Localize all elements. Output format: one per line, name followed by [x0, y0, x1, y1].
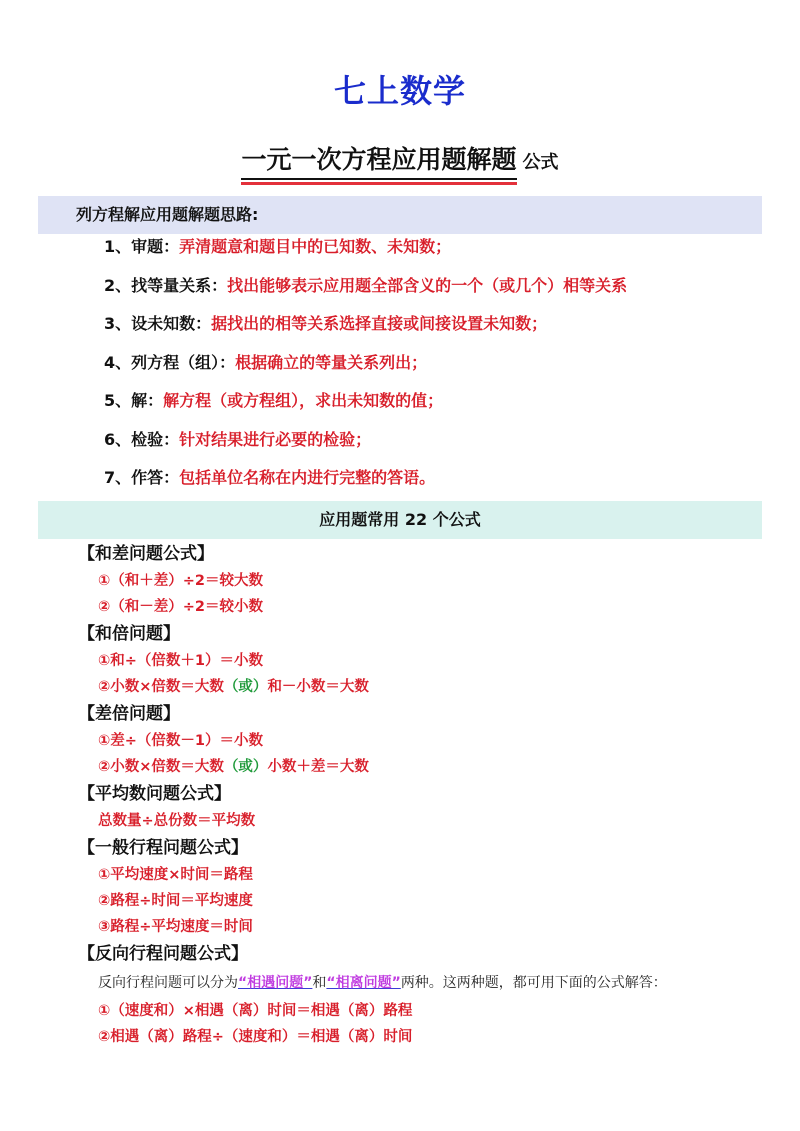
formula-line: ①平均速度×时间＝路程 — [98, 867, 253, 883]
formula-line — [78, 754, 778, 780]
formula-line: ①差÷（倍数－1）＝小数 — [98, 733, 264, 749]
formula-line: 总数量÷总份数＝平均数 — [98, 813, 256, 829]
note-text: 和 — [312, 975, 327, 991]
step-desc: 根据确立的等量关系列出； — [235, 352, 428, 372]
note-highlight: “相遇问题” — [238, 975, 313, 991]
step-label: 7、作答： — [104, 468, 180, 487]
formula-line: ②（和－差）÷2＝较小数 — [98, 599, 264, 615]
formula-part: 小数＋差＝大数 — [267, 759, 369, 775]
section-title: 【反向行程问题公式】 — [78, 944, 248, 964]
approach-steps — [104, 232, 627, 502]
subtitle-main: 一元一次方程应用题解题 — [241, 140, 516, 180]
formulas-heading: 应用题常用 22 个公式 — [38, 501, 762, 539]
formula-part: ②小数×倍数＝大数 — [98, 679, 224, 695]
page-title: 七上数学 — [333, 72, 466, 110]
note-text: 反向行程问题可以分为 — [98, 975, 238, 991]
step-label: 2、找等量关系： — [104, 275, 228, 295]
step-item — [104, 348, 627, 387]
formula-line: ①（和＋差）÷2＝较大数 — [98, 573, 264, 589]
step-item — [104, 271, 627, 310]
formula-part: ②小数×倍数＝大数 — [98, 759, 224, 775]
step-desc: 解方程（或方程组），求出未知数的值； — [163, 391, 444, 410]
step-desc: 弄清题意和题目中的已知数、未知数； — [179, 237, 452, 256]
formula-part: 和－小数＝大数 — [267, 679, 369, 695]
section-title: 【差倍问题】 — [78, 704, 180, 724]
step-desc: 找出能够表示应用题全部含义的一个（或几个）相等关系 — [227, 275, 628, 295]
subtitle — [0, 140, 800, 180]
formula-line: ②相遇（离）路程÷（速度和）＝相遇（离）时间 — [98, 1029, 413, 1045]
step-label: 4、列方程（组）： — [104, 352, 236, 372]
step-label: 5、解： — [104, 391, 164, 410]
formulas-list — [78, 540, 778, 1050]
step-item — [104, 232, 627, 271]
formula-line: ①（速度和）×相遇（离）时间＝相遇（离）路程 — [98, 1003, 413, 1019]
formula-line — [78, 674, 778, 700]
step-desc: 针对结果进行必要的检验； — [179, 429, 372, 449]
step-item — [104, 425, 627, 464]
step-item — [104, 386, 627, 425]
formula-or: （或） — [223, 759, 268, 775]
section-title: 【和倍问题】 — [78, 624, 180, 644]
step-desc: 据找出的相等关系选择直接或间接设置未知数； — [211, 314, 548, 333]
section-title: 【平均数问题公式】 — [78, 784, 231, 804]
step-item — [104, 309, 627, 348]
section-title: 【和差问题公式】 — [78, 544, 214, 564]
section-note — [78, 968, 778, 998]
approach-heading: 列方程解应用题解题思路: — [38, 196, 762, 234]
formula-line: ②路程÷时间＝平均速度 — [98, 893, 253, 909]
step-label: 1、审题： — [104, 237, 180, 256]
note-highlight: “相离问题” — [326, 975, 401, 991]
step-label: 3、设未知数： — [104, 314, 212, 333]
section-title: 【一般行程问题公式】 — [78, 838, 248, 858]
step-item — [104, 463, 627, 502]
formula-line: ①和÷（倍数＋1）＝小数 — [98, 653, 264, 669]
formula-line: ③路程÷平均速度＝时间 — [98, 919, 253, 935]
subtitle-suffix: 公式 — [522, 152, 559, 173]
step-label: 6、检验： — [104, 429, 180, 449]
formula-or: （或） — [223, 679, 268, 695]
step-desc: 包括单位名称在内进行完整的答语。 — [179, 468, 436, 487]
note-text: 两种。这两种题，都可用下面的公式解答： — [400, 975, 667, 991]
